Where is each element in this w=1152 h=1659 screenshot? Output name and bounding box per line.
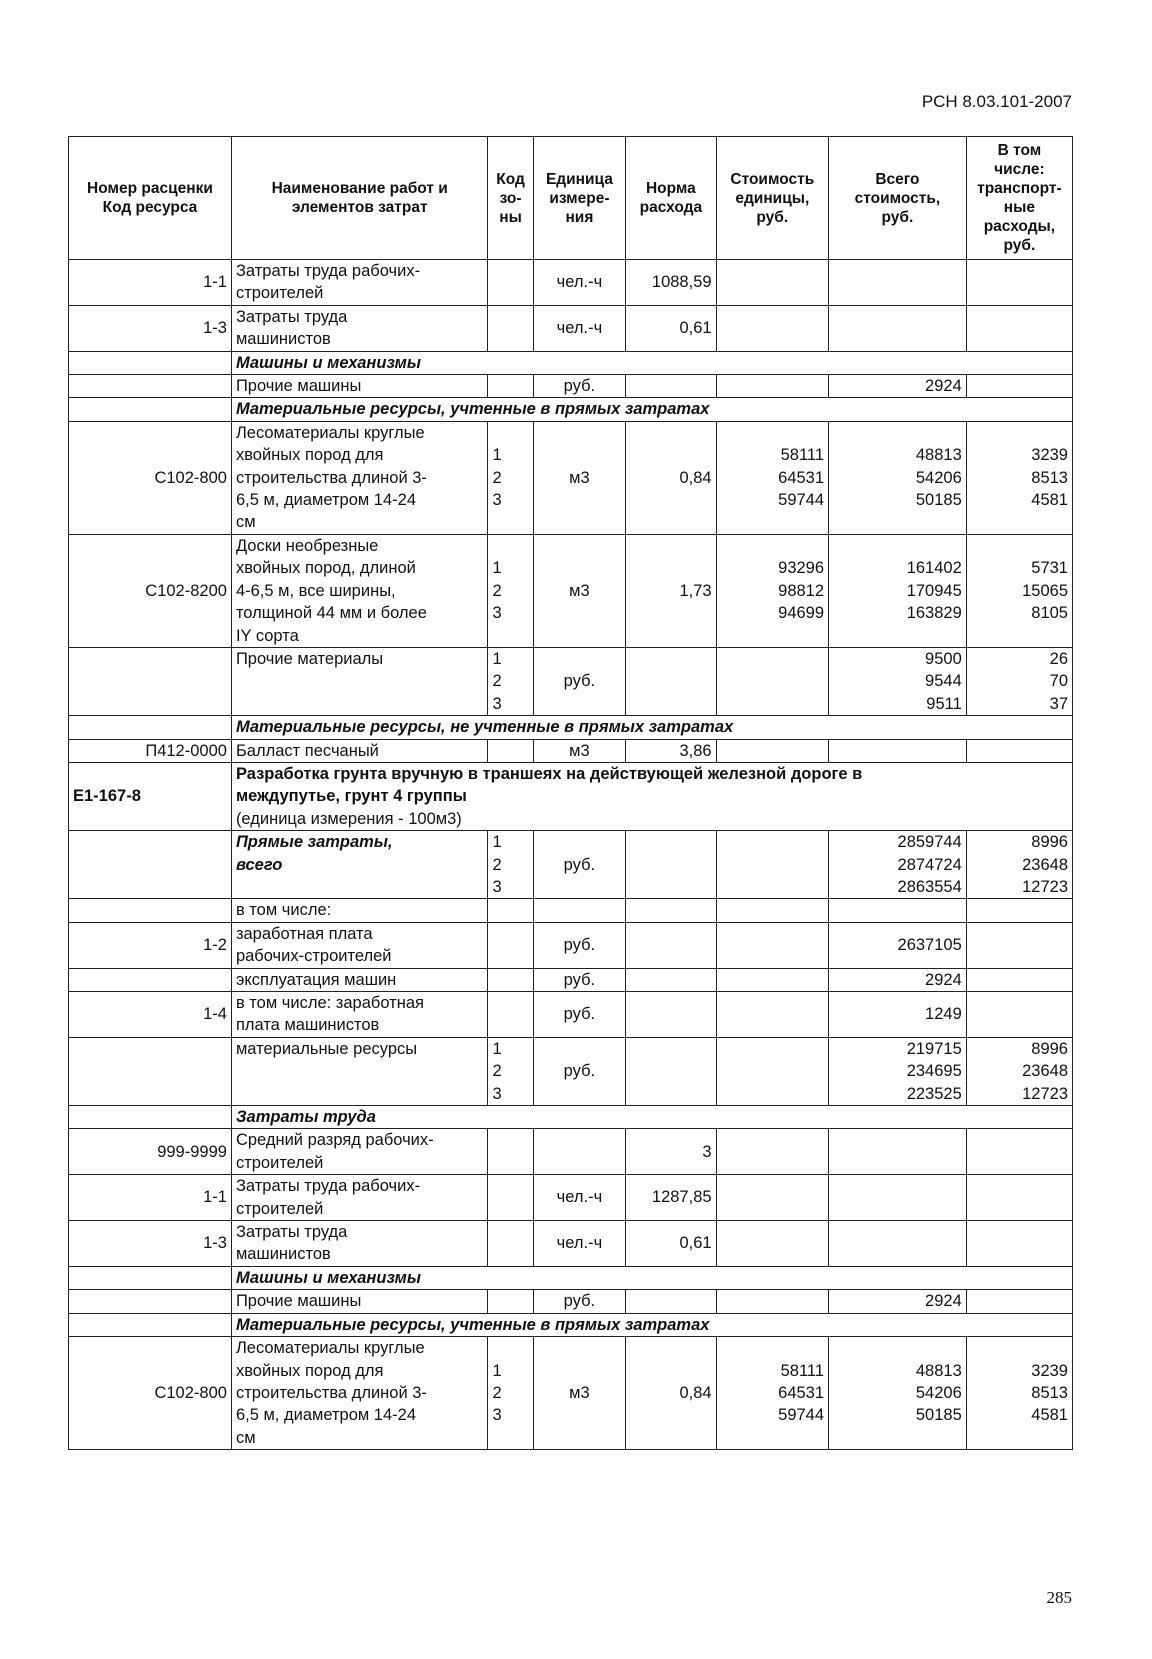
unit: м3 — [533, 421, 626, 534]
resource-code — [69, 647, 232, 715]
section-title: Материальные ресурсы, учтенные в прямых затратах — [231, 1313, 1072, 1336]
item-name: Затраты труда машинистов — [231, 305, 488, 351]
table-body — [69, 260, 1073, 1450]
norm: 0,84 — [626, 421, 716, 534]
zone-code — [488, 1290, 533, 1313]
transport-cost — [966, 992, 1072, 1038]
resource-code — [69, 1290, 232, 1313]
item-name: Прочие материалы — [231, 647, 488, 715]
total-cost: 2924 — [829, 375, 967, 398]
code-cell — [69, 351, 232, 374]
section-title: Материальные ресурсы, учтенные в прямых затратах — [231, 398, 1072, 421]
table-row — [69, 260, 1073, 306]
transport-cost — [966, 305, 1072, 351]
code-cell — [69, 1106, 232, 1129]
code-cell — [69, 1266, 232, 1289]
work-row — [69, 762, 1073, 830]
resource-code: 1-1 — [69, 1175, 232, 1221]
unit: чел.-ч — [533, 1175, 626, 1221]
unit-cost — [716, 305, 828, 351]
zone-code — [488, 1175, 533, 1221]
norm: 3 — [626, 1129, 716, 1175]
resource-code: 1-1 — [69, 260, 232, 306]
zone-code — [488, 922, 533, 968]
norm: 0,61 — [626, 305, 716, 351]
unit-cost: 58111 64531 59744 — [716, 1337, 828, 1450]
resource-code — [69, 968, 232, 991]
column-header: Код зо- ны — [488, 137, 533, 260]
section-row — [69, 1313, 1073, 1336]
item-name: Затраты труда рабочих- строителей — [231, 260, 488, 306]
zone-code: 1 2 3 — [488, 1037, 533, 1105]
table-row — [69, 1129, 1073, 1175]
resource-code — [69, 375, 232, 398]
unit: чел.-ч — [533, 305, 626, 351]
total-cost: 2859744 2874724 2863554 — [829, 831, 967, 899]
item-name: Прочие машины — [231, 375, 488, 398]
item-name: Лесоматериалы круглые хвойных пород для строительства длиной 3- 6,5 м, диаметром 14-24 см — [231, 1337, 488, 1450]
work-title: Разработка грунта вручную в траншеях на действующей железной дороге в междупутье, грунт 4 группы — [235, 764, 863, 806]
norm — [626, 647, 716, 715]
table-row — [69, 375, 1073, 398]
unit: м3 — [533, 739, 626, 762]
unit-cost — [716, 1290, 828, 1313]
table-row — [69, 1175, 1073, 1221]
norm — [626, 968, 716, 991]
zone-code — [488, 305, 533, 351]
rates-table — [68, 136, 1073, 1450]
table-row — [69, 968, 1073, 991]
table-row — [69, 1290, 1073, 1313]
item-name: Балласт песчаный — [231, 739, 488, 762]
zone-code: 1 2 3 — [488, 1337, 533, 1450]
transport-cost: 8996 23648 12723 — [966, 831, 1072, 899]
resource-code — [69, 1037, 232, 1105]
item-name: эксплуатация машин — [231, 968, 488, 991]
table-row — [69, 421, 1073, 534]
norm — [626, 375, 716, 398]
column-header: Наименование работ и элементов затрат — [231, 137, 488, 260]
unit-cost — [716, 1221, 828, 1267]
transport-cost: 5731 15065 8105 — [966, 534, 1072, 647]
table-row — [69, 305, 1073, 351]
unit: руб. — [533, 992, 626, 1038]
section-title: Машины и механизмы — [231, 351, 1072, 374]
section-title: Материальные ресурсы, не учтенные в прямых затратах — [231, 716, 1072, 739]
table-row — [69, 739, 1073, 762]
item-name: Средний разряд рабочих- строителей — [231, 1129, 488, 1175]
item-name: Лесоматериалы круглые хвойных пород для строительства длиной 3- 6,5 м, диаметром 14-24 см — [231, 421, 488, 534]
total-cost: 48813 54206 50185 — [829, 1337, 967, 1450]
section-row — [69, 351, 1073, 374]
item-name: Прямые затраты, всего — [231, 831, 488, 899]
zone-code — [488, 260, 533, 306]
transport-cost: 26 70 37 — [966, 647, 1072, 715]
table-row — [69, 922, 1073, 968]
unit: м3 — [533, 534, 626, 647]
code-cell — [69, 398, 232, 421]
unit-cost — [716, 375, 828, 398]
work-description — [231, 762, 1072, 830]
table-row — [69, 1337, 1073, 1450]
norm: 1088,59 — [626, 260, 716, 306]
table-row — [69, 534, 1073, 647]
unit-cost — [716, 968, 828, 991]
zone-code — [488, 992, 533, 1038]
zone-code — [488, 1221, 533, 1267]
transport-cost — [966, 1221, 1072, 1267]
transport-cost: 3239 8513 4581 — [966, 1337, 1072, 1450]
unit-cost — [716, 922, 828, 968]
code-cell — [69, 716, 232, 739]
norm — [626, 1290, 716, 1313]
column-header: Единица измере- ния — [533, 137, 626, 260]
resource-code: 1-4 — [69, 992, 232, 1038]
section-row — [69, 1106, 1073, 1129]
norm — [626, 1037, 716, 1105]
transport-cost — [966, 1129, 1072, 1175]
column-header: Норма расхода — [626, 137, 716, 260]
unit: руб. — [533, 375, 626, 398]
zone-code — [488, 1129, 533, 1175]
total-cost: 161402 170945 163829 — [829, 534, 967, 647]
item-name: Затраты труда машинистов — [231, 1221, 488, 1267]
zone-code: 1 2 3 — [488, 831, 533, 899]
unit-cost: 93296 98812 94699 — [716, 534, 828, 647]
zone-code — [488, 899, 533, 922]
table-row — [69, 647, 1073, 715]
work-unit: (единица измерения - 100м3) — [235, 809, 462, 828]
total-cost — [829, 260, 967, 306]
resource-code — [69, 831, 232, 899]
resource-code: 1-3 — [69, 305, 232, 351]
table-row — [69, 1037, 1073, 1105]
transport-cost — [966, 922, 1072, 968]
total-cost — [829, 305, 967, 351]
transport-cost — [966, 375, 1072, 398]
unit-cost — [716, 1175, 828, 1221]
item-name: Затраты труда рабочих- строителей — [231, 1175, 488, 1221]
norm: 0,84 — [626, 1337, 716, 1450]
total-cost: 1249 — [829, 992, 967, 1038]
norm — [626, 831, 716, 899]
item-name: в том числе: заработная плата машинистов — [231, 992, 488, 1038]
total-cost — [829, 1175, 967, 1221]
resource-code: 1-3 — [69, 1221, 232, 1267]
unit-cost — [716, 992, 828, 1038]
total-cost: 2924 — [829, 968, 967, 991]
code-cell — [69, 1313, 232, 1336]
zone-code: 1 2 3 — [488, 421, 533, 534]
resource-code: С102-800 — [69, 421, 232, 534]
unit — [533, 1129, 626, 1175]
transport-cost — [966, 1175, 1072, 1221]
resource-code: С102-8200 — [69, 534, 232, 647]
section-title: Машины и механизмы — [231, 1266, 1072, 1289]
transport-cost — [966, 1290, 1072, 1313]
work-code: Е1-167-8 — [69, 762, 232, 830]
resource-code — [69, 899, 232, 922]
transport-cost: 3239 8513 4581 — [966, 421, 1072, 534]
total-cost: 2924 — [829, 1290, 967, 1313]
transport-cost — [966, 260, 1072, 306]
norm: 3,86 — [626, 739, 716, 762]
transport-cost — [966, 739, 1072, 762]
transport-cost: 8996 23648 12723 — [966, 1037, 1072, 1105]
page-number: 285 — [1046, 1588, 1072, 1607]
unit: м3 — [533, 1337, 626, 1450]
unit-cost — [716, 1037, 828, 1105]
column-header: Стоимость единицы, руб. — [716, 137, 828, 260]
table-row — [69, 899, 1073, 922]
unit: руб. — [533, 647, 626, 715]
norm — [626, 992, 716, 1038]
item-name: в том числе: — [231, 899, 488, 922]
table-row — [69, 1221, 1073, 1267]
unit-cost — [716, 1129, 828, 1175]
unit: руб. — [533, 1290, 626, 1313]
norm: 0,61 — [626, 1221, 716, 1267]
document-code: РСН 8.03.101-2007 — [921, 92, 1072, 111]
norm: 1287,85 — [626, 1175, 716, 1221]
table-row — [69, 992, 1073, 1038]
transport-cost — [966, 968, 1072, 991]
column-header: В том числе: транспорт- ные расходы, руб. — [966, 137, 1072, 260]
resource-code: П412-0000 — [69, 739, 232, 762]
unit: руб. — [533, 1037, 626, 1105]
unit: руб. — [533, 968, 626, 991]
section-row — [69, 398, 1073, 421]
norm — [626, 922, 716, 968]
unit: чел.-ч — [533, 260, 626, 306]
total-cost — [829, 739, 967, 762]
total-cost: 48813 54206 50185 — [829, 421, 967, 534]
unit — [533, 899, 626, 922]
unit: руб. — [533, 922, 626, 968]
unit: руб. — [533, 831, 626, 899]
total-cost — [829, 899, 967, 922]
column-header: Номер расценки Код ресурса — [69, 137, 232, 260]
zone-code — [488, 968, 533, 991]
section-row — [69, 716, 1073, 739]
table-row — [69, 831, 1073, 899]
zone-code: 1 2 3 — [488, 534, 533, 647]
section-row — [69, 1266, 1073, 1289]
unit-cost — [716, 739, 828, 762]
total-cost: 9500 9544 9511 — [829, 647, 967, 715]
resource-code: 999-9999 — [69, 1129, 232, 1175]
header-row — [69, 137, 1073, 260]
total-cost — [829, 1221, 967, 1267]
unit-cost — [716, 647, 828, 715]
norm — [626, 899, 716, 922]
column-header: Всего стоимость, руб. — [829, 137, 967, 260]
section-title: Затраты труда — [231, 1106, 1072, 1129]
item-name: Прочие машины — [231, 1290, 488, 1313]
item-name: заработная плата рабочих-строителей — [231, 922, 488, 968]
unit-cost: 58111 64531 59744 — [716, 421, 828, 534]
total-cost: 2637105 — [829, 922, 967, 968]
norm: 1,73 — [626, 534, 716, 647]
transport-cost — [966, 899, 1072, 922]
unit: чел.-ч — [533, 1221, 626, 1267]
zone-code — [488, 739, 533, 762]
total-cost: 219715 234695 223525 — [829, 1037, 967, 1105]
unit-cost — [716, 260, 828, 306]
total-cost — [829, 1129, 967, 1175]
item-name: Доски необрезные хвойных пород, длиной 4-6,5 м, все ширины, толщиной 44 мм и более IY сорта — [231, 534, 488, 647]
unit-cost — [716, 831, 828, 899]
resource-code: С102-800 — [69, 1337, 232, 1450]
item-name: материальные ресурсы — [231, 1037, 488, 1105]
zone-code: 1 2 3 — [488, 647, 533, 715]
zone-code — [488, 375, 533, 398]
resource-code: 1-2 — [69, 922, 232, 968]
unit-cost — [716, 899, 828, 922]
